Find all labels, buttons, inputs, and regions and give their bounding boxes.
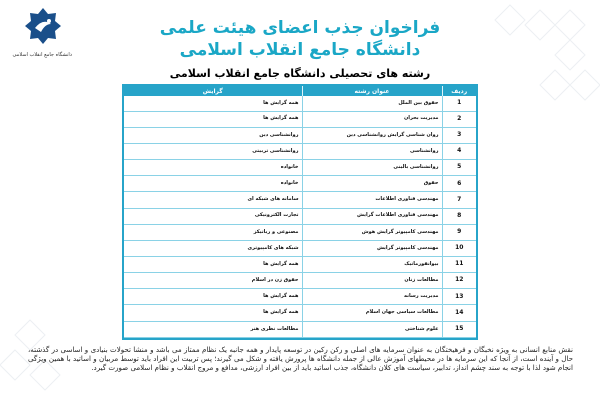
table-row [124,127,476,143]
cell-title: مهندسی فناوری اطلاعات گرایش [302,208,442,224]
cell-trend: شبکه های کامپیوتری [124,240,302,256]
table-body [124,96,476,338]
table-row [124,305,476,321]
table-row [124,176,476,192]
description-paragraph: نقش منابع انسانی به ویژه نخبگان و فرهیختگان به عنوان سرمایه های اصلی و رکن رکین در توسعه پایدار و همه جانبه یک نظام ممتاز می باشد و منشا تحولات بنیادی و اساسی در گذشته، حال و آینده است، از آنجا که این سرمایه ها در محیطهای آموزش عالی از جمله دانشگاه ها پرورش یافته و شکل می گیرند؛ پس تربیت این افراد باید توسط مربیان و اساتید با همین ویژگی انجام شود لذا با توجه به سند چشم انداز، تدابیر، سیاست های کلان دانشگاه، جذب اساتید باید از بین افراد ارزشی، مدافع و مروج انقلاب و نظام اسلامی صورت گیرد. [28,345,573,373]
cell-no: 12 [442,273,476,289]
cell-no: 3 [442,127,476,143]
table-row [124,143,476,159]
cell-trend: روانشناسی تربیتی [124,143,302,159]
cell-trend: مصنوعی و رباتیکز [124,224,302,240]
cell-trend: حقوق زن در اسلام [124,273,302,289]
table-header-row [124,86,476,96]
cell-trend: خانواده [124,176,302,192]
cell-trend: همه گرایش ها [124,111,302,127]
cell-no: 11 [442,257,476,273]
table-row [124,289,476,305]
cell-title: روان شناسی گرایش روانشناسی دین [302,127,442,143]
cell-no: 8 [442,208,476,224]
table-row [124,224,476,240]
page-title-line-2: دانشگاه جامع انقلاب اسلامی [179,40,421,60]
cell-title: مطالعات زنان [302,273,442,289]
table-subtitle: رشته های تحصیلی دانشگاه جامع انقلاب اسلامی [169,67,431,80]
table-row [124,192,476,208]
cell-title: مهندسی فناوری اطلاعات [302,192,442,208]
cell-title: حقوق [302,176,442,192]
cell-trend: همه گرایش ها [124,289,302,305]
cell-trend: خانواده [124,160,302,176]
cell-no: 5 [442,160,476,176]
table-row [124,257,476,273]
cell-trend: همه گرایش ها [124,305,302,321]
cell-trend: روانشناسی دین [124,127,302,143]
logo-caption: دانشگاه جامع انقلاب اسلامی [12,52,72,58]
cell-title: مدیریت بحران [302,111,442,127]
cell-title: بیوانفورماتیک [302,257,442,273]
cell-no: 1 [442,96,476,111]
cell-no: 9 [442,224,476,240]
cell-trend: همه گرایش ها [124,257,302,273]
cell-title: مطالعات سیاسی جهان اسلام [302,305,442,321]
cell-no: 15 [442,321,476,337]
cell-no: 6 [442,176,476,192]
cell-title: روانشناسی بالینی [302,160,442,176]
cell-no: 10 [442,240,476,256]
column-header-no: ردیف [442,86,476,96]
cell-trend: سامانه های شبکه ای [124,192,302,208]
cell-title: مهندسی کامپیوتر گرایش [302,240,442,256]
cell-trend: تجارت الکترونیکی [124,208,302,224]
cell-no: 7 [442,192,476,208]
fields-table [122,84,478,340]
cell-title: مهندسی کامپیوتر گرایش هوش [302,224,442,240]
cell-no: 14 [442,305,476,321]
cell-trend: همه گرایش ها [124,96,302,111]
cell-title: مدیریت رسانه [302,289,442,305]
table-row [124,321,476,337]
table-row [124,273,476,289]
table-row [124,160,476,176]
page-title-line-1: فراخوان جذب اعضای هیئت علمی [159,18,441,38]
column-header-trend: گرایش [124,86,302,96]
table-row [124,111,476,127]
cell-title: علوم شناختی [302,321,442,337]
cell-title: روانشناسی [302,143,442,159]
cell-title: حقوق بین الملل [302,96,442,111]
table-row [124,240,476,256]
table-row [124,208,476,224]
cell-no: 13 [442,289,476,305]
cell-trend: مطالعات نظری هنر [124,321,302,337]
column-header-title: عنوان رشته [302,86,442,96]
cell-no: 4 [442,143,476,159]
table-row [124,96,476,111]
cell-no: 2 [442,111,476,127]
